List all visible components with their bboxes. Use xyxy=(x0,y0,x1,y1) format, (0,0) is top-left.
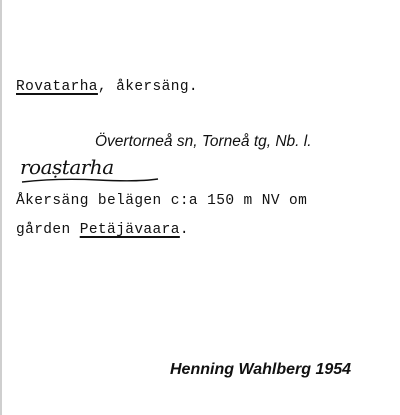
headword-suffix: , åkersäng. xyxy=(97,79,199,95)
handwritten-form: roaṣtarha xyxy=(20,155,114,179)
description-line-1: Åkersäng belägen c:a 150 m NV om xyxy=(16,193,308,209)
collector: Henning Wahlberg 1954 xyxy=(170,361,352,378)
card-edge xyxy=(0,0,2,415)
farm-name: Petäjävaara xyxy=(79,222,180,238)
headword: Rovatarha xyxy=(16,79,98,95)
headword-line xyxy=(16,80,198,95)
description-line-2 xyxy=(16,223,189,238)
description-suffix: . xyxy=(179,222,189,238)
description-prefix: gården xyxy=(16,222,80,238)
handwritten-underline xyxy=(18,170,168,188)
location-line: Övertorneå sn, Torneå tg, Nb. l. xyxy=(95,133,312,150)
